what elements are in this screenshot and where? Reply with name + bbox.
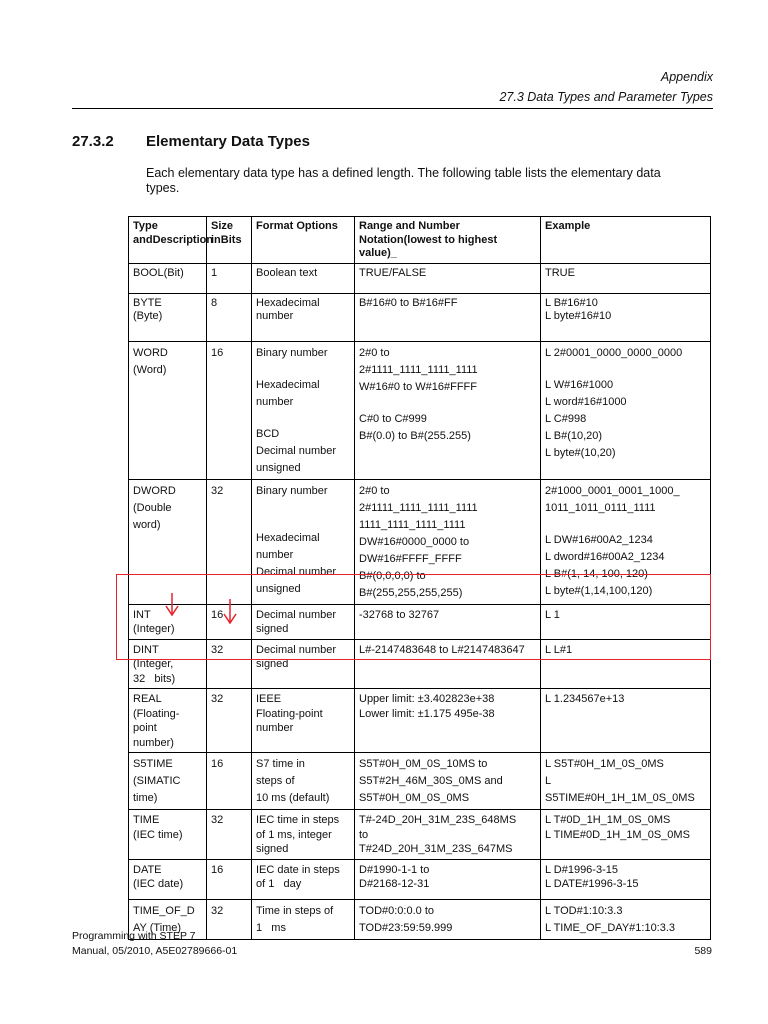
cell-line: 32 [211,643,224,656]
cell-type [129,293,207,341]
cell-line: Lower limit: ±1.175 495e-38 [359,707,495,720]
cell-line: L B#(10,20) [545,429,603,442]
cell-line: Hexadecimal [256,296,320,309]
cell-line [256,362,351,377]
cell-line: unsigned [256,461,301,474]
header-section: 27.3 Data Types and Parameter Types [499,90,713,104]
page-number: 589 [694,945,712,957]
cell-line: TIME_OF_D [133,904,195,917]
cell-line [256,500,351,515]
cell-line: AY (Time) [133,921,182,934]
cell-size [207,899,252,939]
cell-line: T#-24D_20H_31M_23S_648MS [359,814,517,826]
header-text: Description [152,233,214,246]
cell-line: L L#1 [545,643,573,656]
cell-line: to [359,828,369,841]
cell-line: L byte#(10,20) [545,446,616,459]
cell-line: (Word) [133,363,167,376]
cell-line: B#(255,255,255,255) [359,586,463,599]
cell-line: L W#16#1000 [545,378,614,391]
cell-line: L TOD#1:10:3.3 [545,904,623,917]
cell-line: L byte#(1,14,100,120) [545,584,653,597]
cell-line: IEC date in steps [256,863,340,876]
cell-type [129,341,207,479]
cell-line: of 1 day [256,878,302,890]
cell-line: L B#16#10 [545,296,598,309]
cell-line: L 2#0001_0000_0000_0000 [545,346,683,359]
cell-size [207,753,252,810]
cell-line: 8 [211,296,218,309]
cell-line [545,517,707,532]
cell-line: C#0 to C#999 [359,412,427,425]
cell-line: TIME [133,814,160,826]
cell-size [207,263,252,293]
cell-line: L TIME#0D_1H_1M_0S_0MS [545,828,690,841]
cell-line [256,411,351,426]
cell-line: 1 ms [256,921,286,934]
cell-line: BYTE [133,296,162,309]
cell-line: 1011_1011_0111_1111 [545,501,656,514]
table-row [129,810,711,860]
header-range [355,217,541,264]
cell-line: 2#0 to [359,346,390,359]
cell-line: 32 [211,814,224,826]
cell-line: Floating-point [256,707,323,720]
cell-line: number [256,722,294,734]
cell-line: TRUE/FALSE [359,266,427,279]
down-arrow-icon [223,598,237,626]
cell-line: Binary number [256,346,328,359]
cell-line: DATE [133,863,162,876]
cell-example [541,341,711,479]
cell-line: (Integer) [133,623,175,635]
cell-line: S5T#0H_0M_0S_10MS to [359,758,488,770]
cell-line: W#16#0 to W#16#FFFF [359,380,477,393]
cell-format [252,263,355,293]
header-type [129,217,214,264]
cell-line: D#1990-1-1 to [359,863,430,876]
cell-line: Binary number [256,484,328,497]
header-text: Bits [220,233,242,246]
table-row [129,859,711,899]
header-rule [72,108,713,109]
cell-line: Hexadecimal [256,378,320,391]
cell-line: L DW#16#00A2_1234 [545,533,653,546]
cell-type [129,859,207,899]
cell-line: 32 [211,693,224,705]
cell-size [207,689,252,753]
cell-line: TRUE [545,266,575,279]
cell-line: S5TIME#0H_1H_1M_0S_0MS [545,792,695,804]
footer-manual: Manual, 05/2010, A5E02789666-01 [72,945,238,957]
cell-line: 2#0 to [359,484,390,497]
cell-range [355,859,541,899]
cell-line: DWORD [133,484,176,497]
cell-line: 1111_1111_1111_1111 [359,518,466,531]
cell-line: DW#16#FFFF_FFFF [359,552,462,565]
cell-example [541,810,711,860]
cell-example [541,859,711,899]
cell-line: D#2168-12-31 [359,878,430,890]
cell-format [252,341,355,479]
cell-size [207,341,252,479]
cell-line: Time in steps of [256,904,334,917]
down-arrow-icon [165,592,179,618]
cell-range [355,293,541,341]
cell-format [252,753,355,810]
table-row [129,293,711,341]
cell-type [129,263,207,293]
cell-line: L DATE#1996-3-15 [545,878,639,890]
cell-range [355,341,541,479]
cell-line: S5T#2H_46M_30S_0MS and [359,775,503,787]
cell-example [541,689,711,753]
cell-line: -32768 to 32767 [359,608,440,621]
cell-range [355,810,541,860]
cell-line: (Double [133,501,172,514]
cell-line: steps of [256,775,295,787]
cell-line [359,396,537,411]
header-text: Type and [133,220,158,246]
cell-line: 16 [211,758,224,770]
cell-line: REAL [133,693,162,705]
cell-example [541,899,711,939]
cell-line: 32 bits) [133,672,176,685]
cell-line: number [256,310,294,322]
cell-line: (Floating- [133,707,180,720]
cell-line: L 1.234567e+13 [545,693,625,705]
cell-line: number) [133,736,174,749]
cell-line: L C#998 [545,412,587,425]
header-text: Example [545,220,591,232]
cell-line: BOOL(Bit) [133,266,184,279]
cell-line: TOD#0:0:0.0 to [359,904,435,917]
header-text: Size in [211,220,234,246]
cell-line: word) [133,518,161,531]
cell-line: 2#1000_0001_0001_1000_ [545,484,680,497]
cell-format [252,293,355,341]
cell-line: WORD [133,346,168,359]
header-example [541,217,711,264]
cell-line: L S5T#0H_1M_0S_0MS [545,758,664,770]
cell-line: 32 [211,904,224,917]
section-title: Elementary Data Types [146,133,310,150]
cell-line: L D#1996-3-15 [545,863,618,876]
footer-title: Programming with STEP 7 [72,930,196,942]
cell-line: Decimal number [256,608,337,621]
cell-format [252,810,355,860]
cell-range [355,689,541,753]
cell-line: 2#1111_1111_1111_1111 [359,501,478,514]
cell-line: S5T#0H_0M_0S_0MS [359,792,470,804]
table-header-row [129,217,711,264]
cell-type [129,810,207,860]
cell-format [252,859,355,899]
cell-line: Decimal number [256,565,337,578]
header-chapter: Appendix [660,70,713,84]
table-row [129,263,711,293]
cell-line: signed [256,843,289,855]
cell-type [129,753,207,810]
int-dint-highlight-box [116,574,711,660]
header-text: Format Options [256,220,338,232]
cell-line: IEC time in steps [256,814,340,826]
cell-line: 16 [211,863,224,876]
cell-line: (IEC date) [133,878,184,890]
header-format [252,217,355,264]
cell-example [541,753,711,810]
cell-example [541,293,711,341]
table-row [129,341,711,479]
cell-line: Hexadecimal [256,531,320,544]
cell-line: BCD [256,427,280,440]
cell-line: time) [133,792,158,804]
cell-line: number [256,548,294,561]
cell-format [252,899,355,939]
cell-line: B#(0,0,0,0) to [359,569,426,582]
cell-line: point [133,722,157,734]
cell-line: signed [256,658,289,670]
cell-line: 16 [211,346,224,359]
cell-line: Decimal number [256,444,337,457]
cell-line [545,362,707,377]
header-size [207,217,252,264]
cell-line: DW#16#0000_0000 to [359,535,470,548]
header-text: (lowest to highest value)_ [359,233,498,259]
cell-line: 1 [211,266,218,279]
cell-line: S7 time in [256,758,305,770]
cell-line: T#24D_20H_31M_23S_647MS [359,843,513,855]
cell-line: L word#16#1000 [545,395,627,408]
table-row [129,899,711,939]
table-row [129,689,711,753]
table-row [129,753,711,810]
cell-line: L [545,775,552,787]
cell-line: L dword#16#00A2_1234 [545,550,665,563]
cell-line: Boolean text [256,266,318,279]
cell-line: (IEC time) [133,828,183,841]
cell-line: IEEE [256,693,282,705]
cell-line: 16 [211,608,224,621]
cell-range [355,753,541,810]
cell-line: L B#(1, 14, 100, 120) [545,567,648,580]
cell-format [252,689,355,753]
cell-line: B#16#0 to B#16#FF [359,296,458,309]
cell-range [355,899,541,939]
header-text: Range and Number Notation [359,220,460,246]
cell-line: L 1 [545,608,560,621]
cell-line: L#-2147483648 to L#2147483647 [359,643,525,656]
cell-line: INT [133,608,151,621]
cell-line: (Integer, [133,658,174,670]
cell-line: unsigned [256,582,301,595]
cell-line: 32 [211,484,224,497]
cell-line: (SIMATIC [133,775,181,787]
cell-line: TOD#23:59:59.999 [359,921,453,934]
cell-line: of 1 ms, integer [256,828,332,841]
cell-line: S5TIME [133,758,173,770]
section-number: 27.3.2 [72,133,114,150]
cell-line: 10 ms (default) [256,792,330,804]
intro-paragraph: Each elementary data type has a defined length. The following table lists the elementary data types. [146,166,661,195]
cell-line: number [256,395,294,408]
cell-type [129,689,207,753]
cell-line: 2#1111_1111_1111_1111 [359,363,478,376]
cell-range [355,263,541,293]
cell-line: (Byte) [133,310,163,322]
cell-line: L TIME_OF_DAY#1:10:3.3 [545,921,676,934]
cell-example [541,263,711,293]
cell-size [207,293,252,341]
cell-line: DINT [133,643,159,656]
cell-line: B#(0.0) to B#(255.255) [359,429,471,442]
cell-line: Upper limit: ±3.402823e+38 [359,693,495,705]
cell-line: L T#0D_1H_1M_0S_0MS [545,814,671,826]
cell-line: L byte#16#10 [545,310,612,322]
cell-size [207,859,252,899]
cell-line: signed [256,623,289,635]
cell-line [256,515,351,530]
cell-size [207,810,252,860]
cell-line: Decimal number [256,643,337,656]
